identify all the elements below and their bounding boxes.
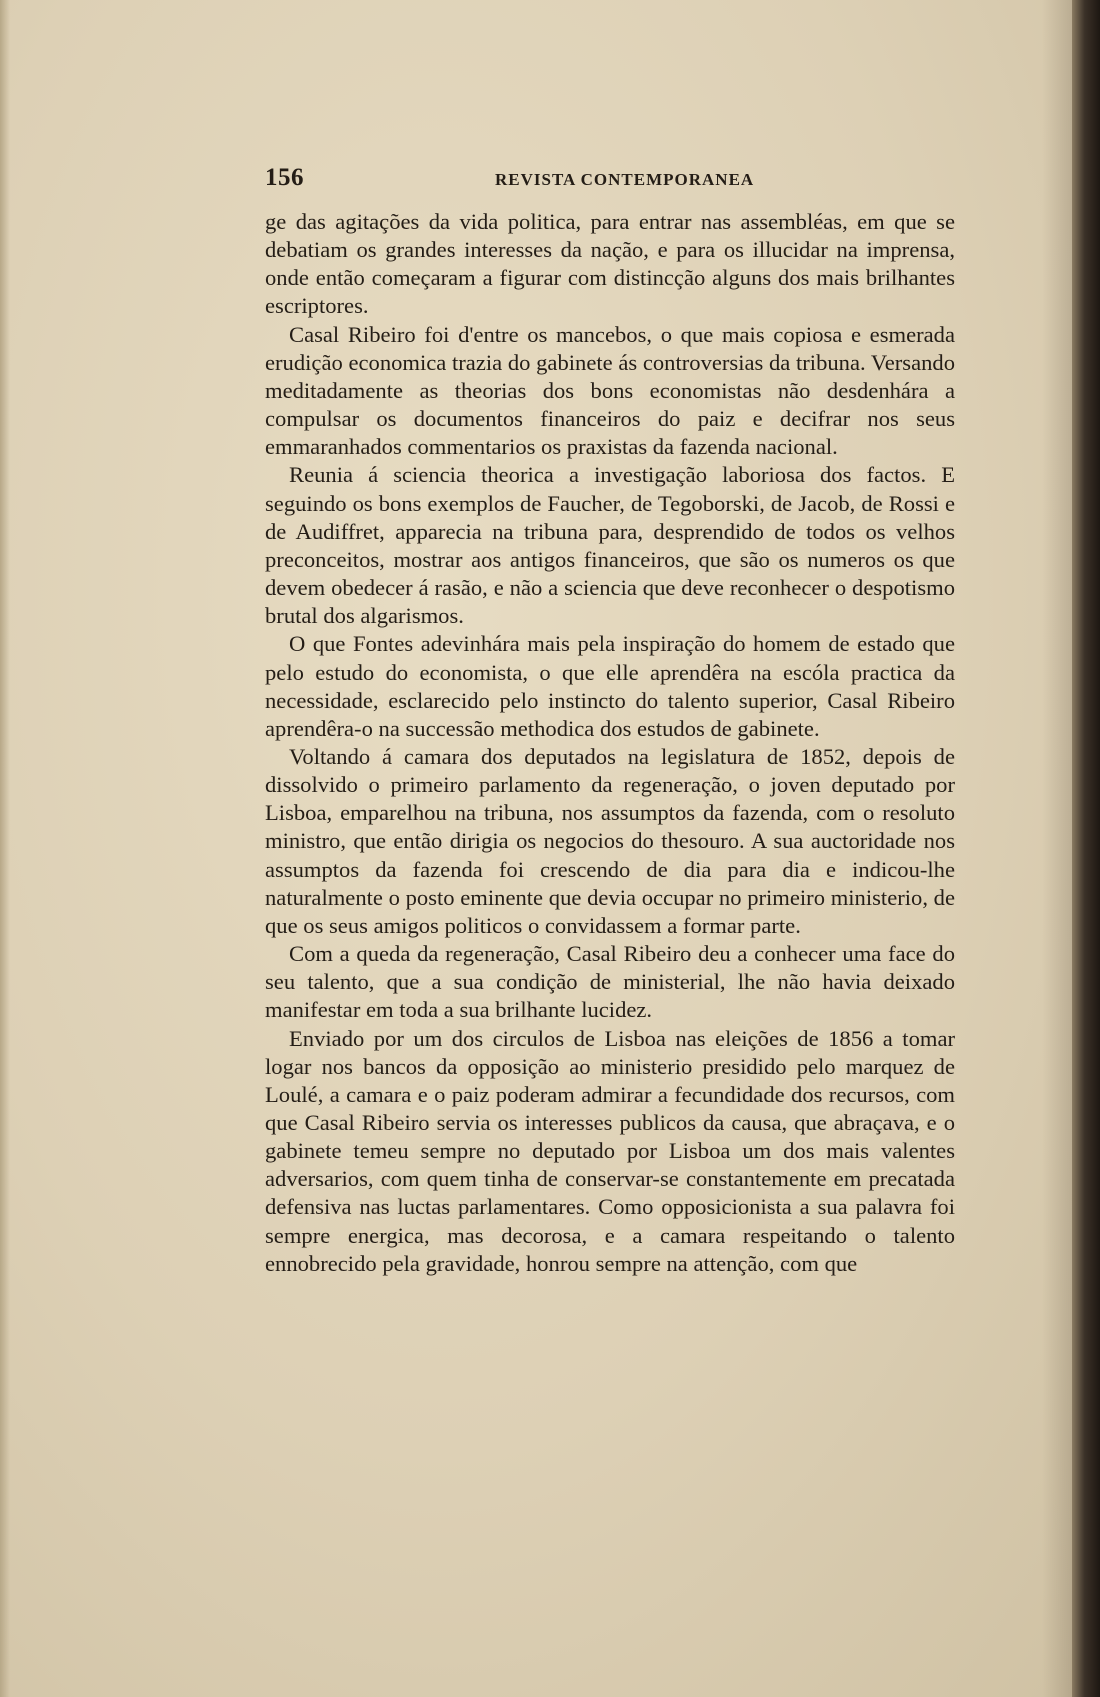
gutter-shadow (1042, 0, 1072, 1697)
paragraph: Enviado por um dos circulos de Lisboa nas eleições de 1856 a tomar logar nos bancos da opposição ao ministerio presidido pelo marquez de Loulé, a camara e o paiz poderam admirar a fecundidade dos recursos, com que Casal Ribeiro servia os interesses publicos da causa, que abraçava, e o gabinete temeu sempre no deputado por Lisboa um dos mais valentes adversarios, com quem tinha de conservar-se constantemente em precatada defensiva nas luctas parlamentares. Como opposicionista a sua palavra foi sempre energica, mas decorosa, e a camara respeitando o talento ennobrecido pela gravidade, honrou sempre na attenção, com que (265, 1025, 955, 1276)
paragraph: O que Fontes adevinhára mais pela inspiração do homem de estado que pelo estudo do economista, o que elle aprendêra na escóla practica da necessidade, esclarecido pelo instincto do talento superior, Casal Ribeiro aprendêra-o na successão methodica dos estudos de gabinete. (265, 631, 955, 741)
paragraph: ge das agitações da vida politica, para entrar nas assembléas, em que se debatiam os grandes interesses da nação, e para os illucidar na imprensa, onde então começaram a figurar com distincção alguns dos mais brilhantes escriptores. (265, 209, 955, 319)
running-title: REVISTA CONTEMPORANEA (495, 170, 755, 189)
paragraph: Casal Ribeiro foi d'entre os mancebos, o que mais copiosa e esmerada erudição economica trazia do gabinete ás controversias da tribuna. Versando meditadamente as theorias dos bons economistas não desdenhára a compulsar os documentos financeiros do paiz e decifrar nos seus emmaranhados commentarios os praxistas da fazenda nacional. (265, 321, 955, 460)
page-left-edge (0, 0, 10, 1697)
paragraph: Voltando á camara dos deputados na legislatura de 1852, depois de dissolvido o primeiro parlamento da regeneração, o joven deputado por Lisboa, emparelhou na tribuna, nos assumptos da fazenda, com o resoluto ministro, que então dirigia os negocios do thesouro. A sua auctoridade nos assumptos da fazenda foi crescendo de dia para dia e indicou-lhe naturalmente o posto eminente que devia occupar no primeiro ministerio, de que os seus amigos politicos o convidassem a formar parte. (265, 743, 955, 938)
book-spine (1072, 0, 1100, 1697)
paragraph: Com a queda da regeneração, Casal Ribeiro deu a conhecer uma face do seu talento, que a sua condição de ministerial, lhe não havia deixado manifestar em toda a sua brilhante lucidez. (265, 941, 955, 1023)
running-header (265, 164, 955, 194)
paragraph: Reunia á sciencia theorica a investigação laboriosa dos factos. E seguindo os bons exemplos de Faucher, de Tegoborski, de Jacob, de Rossi e de Audiffret, apparecia na tribuna para, desprendido de todos os velhos preconceitos, mostrar aos antigos financeiros, que são os numeros os que devem obedecer á rasão, e não a sciencia que deve reconhecer o despotismo brutal dos algarismos. (265, 462, 955, 629)
page-number: 156 (265, 164, 304, 191)
body-text (265, 208, 955, 1278)
